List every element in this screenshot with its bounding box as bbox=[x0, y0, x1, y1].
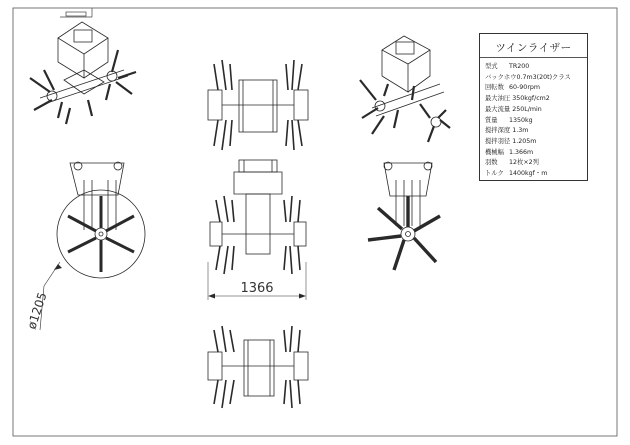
diameter-label: ø1205 bbox=[24, 290, 50, 331]
spec-row-pressure: 最大油圧 350kgf/cm2 bbox=[485, 95, 550, 103]
top-view-center bbox=[208, 60, 308, 150]
side-view-center bbox=[208, 160, 306, 300]
spec-divider bbox=[480, 57, 587, 58]
spec-row-blade-diameter: 撹拌羽径 1.205m bbox=[485, 137, 537, 145]
isometric-view-right bbox=[360, 36, 450, 142]
spec-row-class: バックホウ0.7m3(20t)クラス bbox=[485, 73, 571, 81]
corner-tab bbox=[60, 8, 92, 17]
spec-row-model: 型式 TR200 bbox=[485, 63, 530, 70]
isometric-view-left bbox=[30, 22, 136, 124]
spec-table bbox=[479, 33, 588, 181]
spec-row-mass: 質量 1350kg bbox=[485, 116, 533, 124]
spec-rows bbox=[485, 62, 571, 180]
bottom-view-center bbox=[208, 326, 308, 408]
spec-title: ツインライザー bbox=[495, 42, 572, 54]
width-dimension-label: 1366 bbox=[240, 281, 274, 296]
front-view-right bbox=[368, 162, 440, 270]
spec-row-flow: 最大流量 250L/min bbox=[485, 105, 542, 113]
spec-row-rpm: 回転数 60-90rpm bbox=[485, 84, 541, 92]
spec-row-blades: 羽数 12枚×2列 bbox=[485, 159, 539, 167]
spec-row-depth: 撹拌深度 1.3m bbox=[485, 127, 529, 135]
front-view-left bbox=[40, 162, 145, 330]
spec-row-torque: トルク 1400kgf・m bbox=[485, 170, 548, 178]
spec-row-width: 機械幅 1.366m bbox=[485, 148, 534, 156]
